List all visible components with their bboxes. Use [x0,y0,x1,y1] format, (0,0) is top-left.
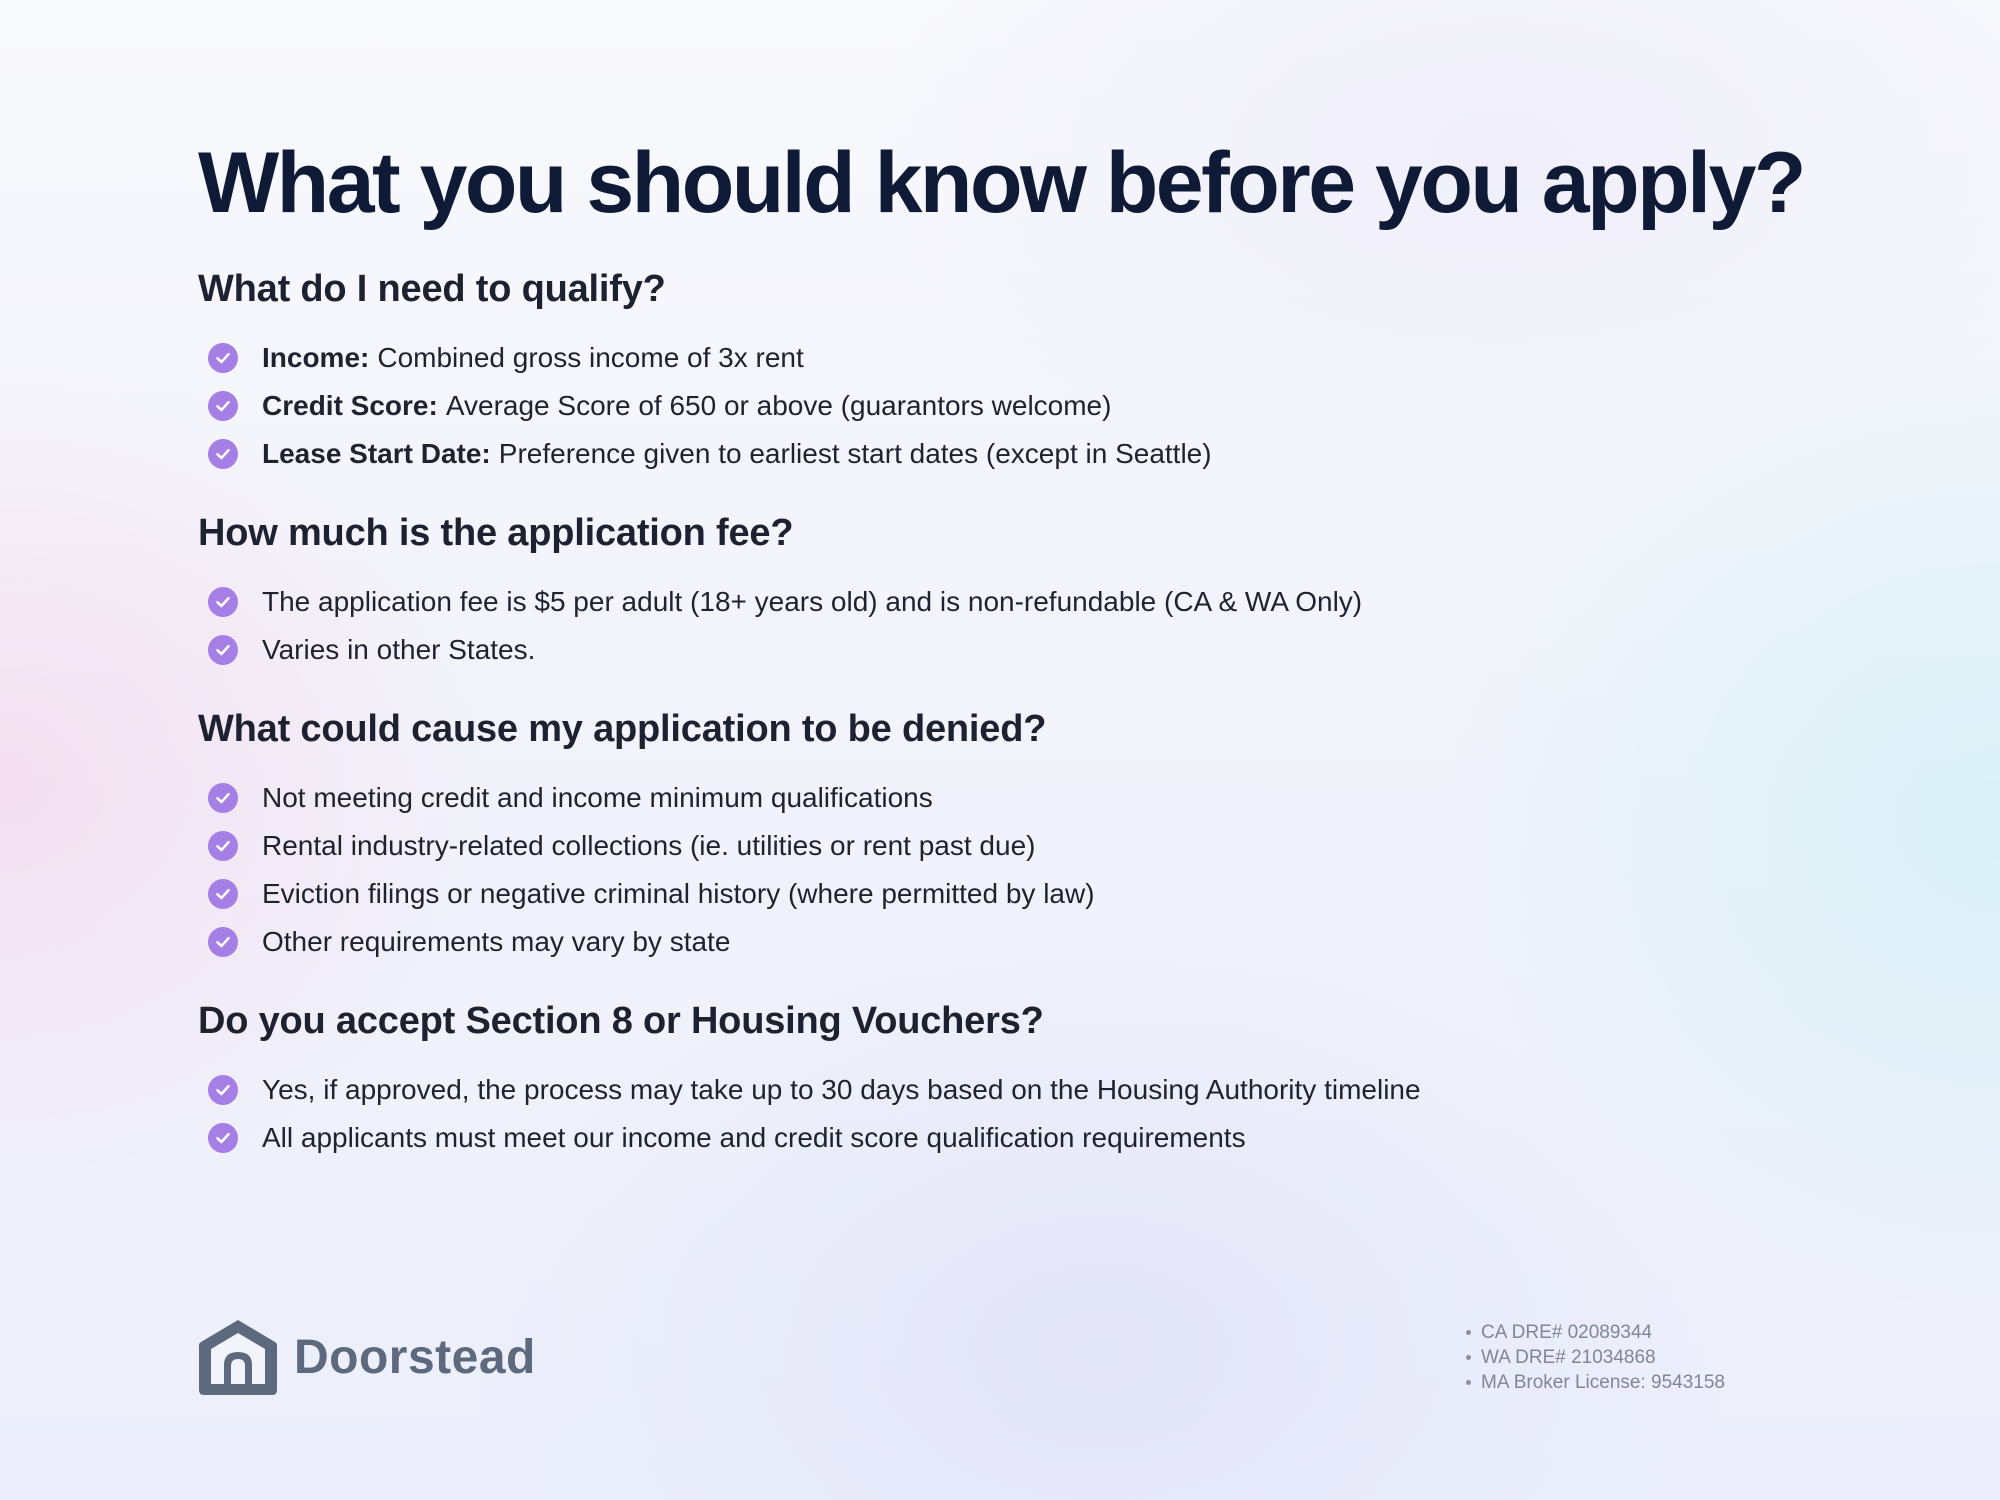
license-text: CA DRE# 02089344 [1481,1322,1653,1343]
section-heading: What could cause my application to be denied? [198,708,1047,750]
check-circle-icon [208,587,238,617]
item-text: The application fee is $5 per adult (18+ years old) and is non-refundable (CA & WA Only) [262,586,1363,617]
item-text: Yes, if approved, the process may take up to 30 days based on the Housing Authority timeline [262,1074,1421,1105]
section-denial-reasons [198,706,1898,966]
list-item [198,382,1898,430]
list-item [198,578,1898,626]
license-list [1466,1320,1725,1395]
list-item [198,626,1898,674]
check-circle-icon [208,635,238,665]
item-text: Rental industry-related collections (ie. utilities or rent past due) [262,830,1036,861]
item-text: Other requirements may vary by state [262,926,731,957]
check-circle-icon [208,927,238,957]
list-item [198,1114,1898,1162]
section-heading: What do I need to qualify? [198,268,666,310]
denial-list [198,774,1898,966]
license-item [1466,1320,1725,1345]
list-item [198,918,1898,966]
page-title: What you should know before you apply? [198,135,1804,231]
list-item [198,1066,1898,1114]
qualify-list [198,334,1898,478]
section-heading: How much is the application fee? [198,512,794,554]
check-circle-icon [208,831,238,861]
item-text: All applicants must meet our income and credit score qualification requirements [262,1122,1246,1153]
section-housing-vouchers [198,998,1898,1162]
item-text: Average Score of 650 or above (guarantors welcome) [445,390,1112,421]
item-text: Not meeting credit and income minimum qualifications [262,782,933,813]
list-item [198,870,1898,918]
license-text: WA DRE# 21034868 [1481,1347,1656,1368]
bullet-icon [1466,1380,1471,1385]
check-circle-icon [208,439,238,469]
fee-list [198,578,1898,674]
item-text: Varies in other States. [262,634,536,665]
item-text: Preference given to earliest start dates (except in Seattle) [498,438,1212,469]
license-text: MA Broker License: 9543158 [1481,1372,1725,1393]
check-circle-icon [208,879,238,909]
list-item [198,430,1898,478]
item-text: Eviction filings or negative criminal history (where permitted by law) [262,878,1095,909]
section-application-fee [198,510,1898,674]
item-label: Income: [262,342,370,373]
check-circle-icon [208,1075,238,1105]
item-label: Lease Start Date: [262,438,491,469]
brand-logo [198,1318,536,1396]
list-item [198,822,1898,870]
house-logo-icon [198,1318,278,1396]
bullet-icon [1466,1355,1471,1360]
item-text: Combined gross income of 3x rent [377,342,804,373]
list-item [198,334,1898,382]
list-item [198,774,1898,822]
section-qualify [198,266,1898,478]
check-circle-icon [208,391,238,421]
check-circle-icon [208,783,238,813]
page-content [198,130,1898,1162]
check-circle-icon [208,1123,238,1153]
item-label: Credit Score: [262,390,438,421]
check-circle-icon [208,343,238,373]
bullet-icon [1466,1330,1471,1335]
license-item [1466,1370,1725,1395]
license-item [1466,1345,1725,1370]
voucher-list [198,1066,1898,1162]
section-heading: Do you accept Section 8 or Housing Vouchers? [198,1000,1044,1042]
brand-name: Doorstead [294,1330,536,1384]
